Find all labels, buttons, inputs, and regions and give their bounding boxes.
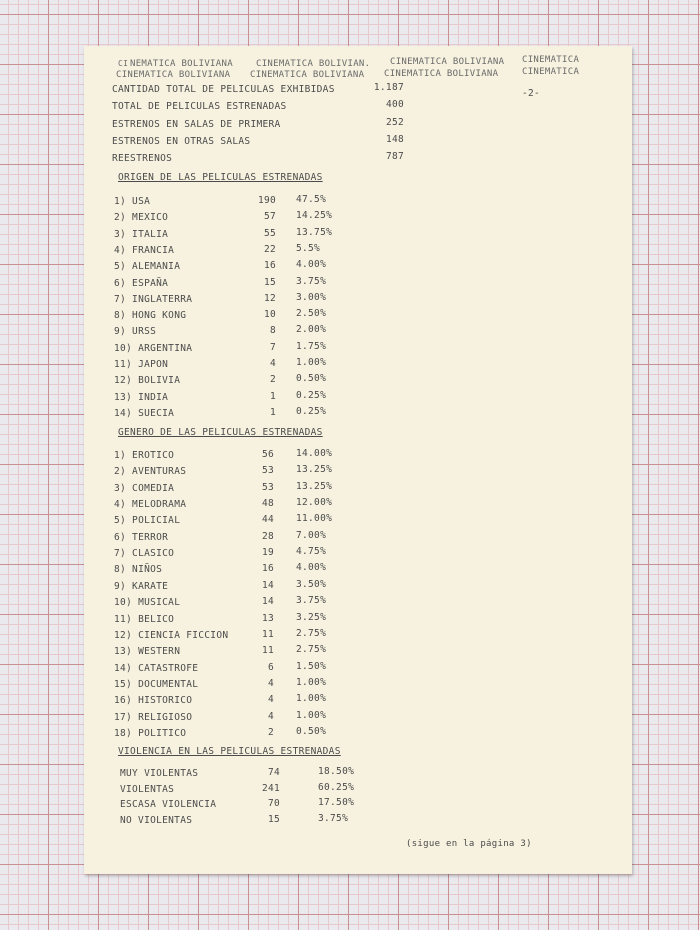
- genre-row-pct: 13.25%: [296, 480, 333, 492]
- genre-row-pct: 1.00%: [296, 709, 327, 721]
- genre-row-pct: 3.75%: [296, 595, 327, 607]
- summary-value: 252: [385, 116, 404, 128]
- origin-row-count: 2: [269, 374, 276, 386]
- genre-row-count: 4: [267, 677, 274, 689]
- violence-row-pct: 60.25%: [318, 781, 355, 793]
- origin-row-pct: 0.50%: [296, 373, 327, 385]
- genre-row-count: 19: [261, 547, 274, 559]
- genre-row-pct: 1.00%: [296, 676, 327, 688]
- genre-row-count: 16: [261, 563, 274, 575]
- summary-label: TOTAL DE PELICULAS ESTRENADAS: [112, 101, 287, 113]
- origin-row-name: 8) HONG KONG: [114, 310, 187, 322]
- genre-row-pct: 3.50%: [296, 578, 327, 590]
- genre-row-count: 28: [261, 530, 274, 542]
- header-line1-c: CINEMATICA BOLIVIANA: [390, 57, 505, 67]
- origin-row-count: 57: [263, 211, 276, 223]
- continuation-note: (sigue en la página 3): [406, 839, 532, 849]
- genre-row-pct: 4.00%: [296, 562, 327, 574]
- origin-row-name: 13) INDIA: [114, 391, 169, 403]
- origin-heading: ORIGEN DE LAS PELICULAS ESTRENADAS: [118, 172, 323, 183]
- genre-row-count: 11: [261, 645, 274, 657]
- header-line2-d: CINEMATICA: [522, 67, 580, 77]
- origin-row-name: 4) FRANCIA: [114, 244, 175, 256]
- genre-row-count: 11: [261, 628, 274, 640]
- violence-row-name: MUY VIOLENTAS: [120, 768, 199, 779]
- genre-row-pct: 12.00%: [296, 497, 333, 509]
- header-line2-a: CINEMATICA BOLIVIANA: [116, 70, 231, 80]
- origin-row-count: 55: [263, 227, 276, 239]
- genre-row-pct: 13.25%: [296, 464, 333, 476]
- genre-row-name: 15) DOCUMENTAL: [114, 678, 199, 690]
- genre-row-pct: 14.00%: [296, 448, 333, 459]
- genre-row-count: 13: [261, 612, 274, 624]
- origin-row-count: 22: [263, 243, 276, 255]
- origin-row-name: 12) BOLIVIA: [114, 375, 181, 387]
- origin-row-count: 7: [269, 341, 276, 353]
- genre-row-name: 9) KARATE: [114, 580, 169, 592]
- origin-row-count: 10: [263, 309, 276, 321]
- origin-row-pct: 47.5%: [296, 194, 327, 205]
- typed-page: [84, 46, 632, 874]
- summary-value: 148: [385, 133, 404, 145]
- genre-row-name: 6) TERROR: [114, 531, 169, 543]
- genre-row-count: 4: [267, 710, 274, 722]
- violence-heading: VIOLENCIA EN LAS PELICULAS ESTRENADAS: [118, 746, 341, 757]
- violence-row-count: 15: [267, 813, 280, 825]
- origin-row-name: 7) INGLATERRA: [114, 293, 193, 305]
- genre-row-name: 12) CIENCIA FICCION: [114, 629, 229, 641]
- genre-row-name: 4) MELODRAMA: [114, 499, 187, 511]
- genre-row-name: 13) WESTERN: [114, 646, 181, 658]
- genre-row-pct: 1.00%: [296, 693, 327, 705]
- genre-row-name: 3) COMEDIA: [114, 482, 175, 494]
- genre-row-pct: 2.75%: [296, 644, 327, 656]
- origin-row-pct: 1.00%: [296, 357, 327, 368]
- genre-row-name: 2) AVENTURAS: [114, 466, 187, 478]
- violence-row-count: 70: [267, 798, 280, 809]
- genre-row-name: 10) MUSICAL: [114, 597, 181, 609]
- summary-label: ESTRENOS EN OTRAS SALAS: [112, 135, 251, 147]
- origin-row-name: 9) URSS: [114, 326, 157, 338]
- origin-row-pct: 0.25%: [296, 405, 327, 417]
- genre-row-pct: 1.50%: [296, 660, 327, 672]
- genre-row-name: 7) CLASICO: [114, 548, 175, 560]
- header-ci-mark: CI: [118, 59, 129, 68]
- origin-row-count: 8: [269, 325, 276, 337]
- origin-row-name: 3) ITALIA: [114, 228, 169, 240]
- origin-row-name: 11) JAPON: [114, 359, 169, 370]
- origin-row-count: 16: [263, 260, 276, 272]
- genre-row-count: 14: [261, 579, 274, 591]
- origin-row-count: 1: [269, 406, 276, 418]
- genre-row-name: 5) POLICIAL: [114, 515, 181, 527]
- genre-heading: GENERO DE LAS PELICULAS ESTRENADAS: [118, 427, 323, 438]
- origin-row-name: 14) SUECIA: [114, 407, 175, 419]
- violence-row-pct: 3.75%: [318, 812, 349, 824]
- summary-label: ESTRENOS EN SALAS DE PRIMERA: [112, 118, 281, 130]
- origin-row-pct: 0.25%: [296, 389, 327, 401]
- origin-row-count: 4: [269, 358, 276, 369]
- origin-row-name: 5) ALEMANIA: [114, 261, 181, 273]
- origin-row-pct: 3.00%: [296, 291, 327, 303]
- origin-row-pct: 13.75%: [296, 226, 333, 238]
- genre-row-count: 14: [261, 596, 274, 608]
- header-line1-b: CINEMATICA BOLIVIAN.: [256, 59, 371, 69]
- origin-row-pct: 2.50%: [296, 308, 327, 320]
- summary-value: 1.187: [373, 82, 404, 93]
- origin-row-count: 15: [263, 276, 276, 288]
- genre-row-pct: 11.00%: [296, 513, 333, 525]
- genre-row-pct: 0.50%: [296, 725, 327, 737]
- violence-row-name: ESCASA VIOLENCIA: [120, 799, 217, 810]
- page-number: -2-: [522, 88, 541, 99]
- summary-value: 787: [385, 151, 404, 163]
- genre-row-name: 17) RELIGIOSO: [114, 711, 193, 723]
- genre-row-name: 11) BELICO: [114, 613, 175, 625]
- summary-label: CANTIDAD TOTAL DE PELICULAS EXHIBIDAS: [112, 84, 335, 95]
- genre-row-count: 48: [261, 498, 274, 510]
- origin-row-name: 1) USA: [114, 196, 151, 207]
- summary-label: REESTRENOS: [112, 153, 173, 165]
- genre-row-count: 53: [261, 465, 274, 477]
- violence-row-name: VIOLENTAS: [120, 783, 175, 795]
- origin-row-pct: 2.00%: [296, 324, 327, 336]
- genre-row-name: 16) HISTORICO: [114, 695, 193, 707]
- origin-row-pct: 4.00%: [296, 259, 327, 271]
- genre-row-name: 18) POLITICO: [114, 727, 187, 739]
- violence-row-name: NO VIOLENTAS: [120, 814, 193, 826]
- header-line2-c: CINEMATICA BOLIVIANA: [384, 69, 499, 79]
- header-line1-d: CINEMATICA: [522, 55, 580, 65]
- violence-row-count: 74: [267, 767, 280, 778]
- genre-row-name: 14) CATASTROFE: [114, 662, 199, 674]
- header-line2-b: CINEMATICA BOLIVIANA: [250, 70, 365, 80]
- genre-row-name: 1) EROTICO: [114, 450, 175, 461]
- origin-row-name: 10) ARGENTINA: [114, 342, 193, 354]
- genre-row-count: 44: [261, 514, 274, 526]
- genre-row-name: 8) NIÑOS: [114, 564, 163, 576]
- origin-row-name: 2) MEXICO: [114, 212, 169, 224]
- origin-row-pct: 3.75%: [296, 275, 327, 287]
- genre-row-count: 56: [261, 449, 274, 460]
- origin-row-count: 1: [269, 390, 276, 402]
- origin-row-count: 190: [257, 195, 276, 206]
- summary-value: 400: [385, 99, 404, 111]
- origin-row-pct: 5.5%: [296, 242, 321, 254]
- genre-row-count: 4: [267, 694, 274, 706]
- genre-row-pct: 7.00%: [296, 529, 327, 541]
- violence-row-pct: 17.50%: [318, 797, 355, 808]
- genre-row-pct: 3.25%: [296, 611, 327, 623]
- genre-row-pct: 4.75%: [296, 546, 327, 558]
- violence-row-count: 241: [261, 782, 280, 794]
- origin-row-name: 6) ESPAÑA: [114, 277, 169, 289]
- genre-row-count: 2: [267, 726, 274, 738]
- origin-row-pct: 14.25%: [296, 210, 333, 222]
- origin-row-pct: 1.75%: [296, 340, 327, 352]
- genre-row-count: 6: [267, 661, 274, 673]
- violence-row-pct: 18.50%: [318, 766, 355, 777]
- genre-row-pct: 2.75%: [296, 627, 327, 639]
- origin-row-count: 12: [263, 292, 276, 304]
- genre-row-count: 53: [261, 481, 274, 493]
- header-line1-a: NEMATICA BOLIVIANA: [130, 59, 233, 69]
